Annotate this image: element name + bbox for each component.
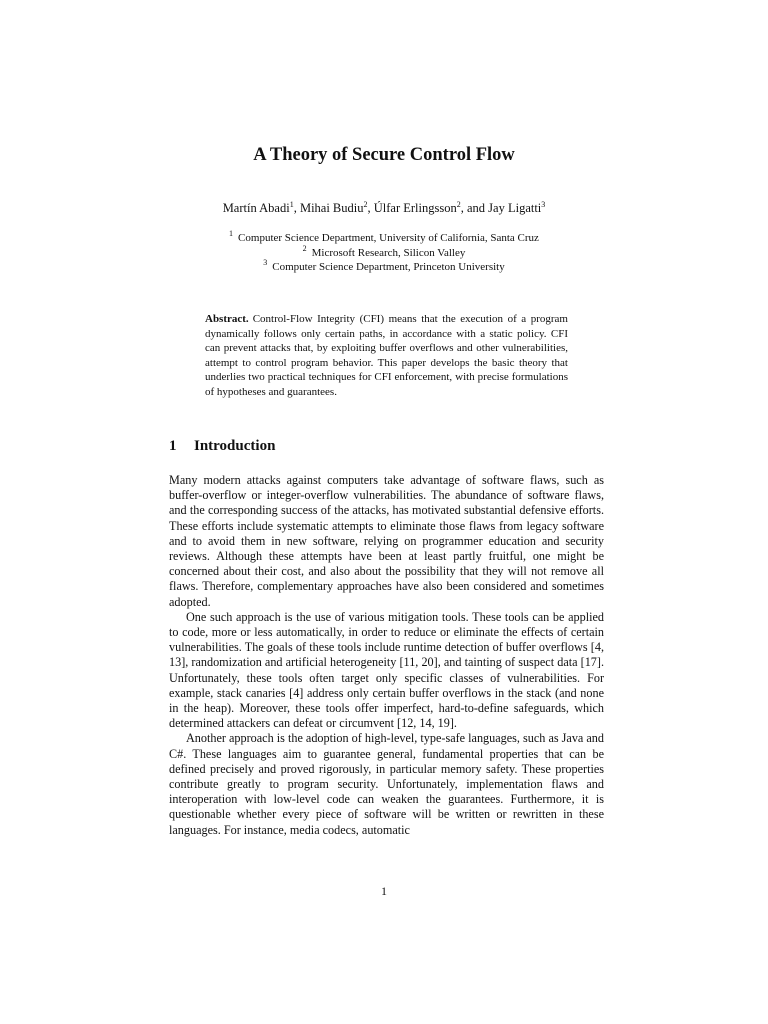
body-paragraph: Another approach is the adoption of high-level, type-safe languages, such as Java and C#. These languages aim to guarantee general, fundamental properties that can be defined precisely and proved rigorously, in particular memory safety. These properties contribute greatly to program security. Unfortunately, implementation flaws and interoperation with low-level code can weaken the guarantees. Furthermore, it is questionable whether every piece of software will be written or rewritten in these languages. For instance, media codecs, automatic [169, 731, 604, 837]
author-name: Mihai Budiu [299, 201, 364, 215]
author-name: Úlfar Erlingsson [373, 201, 457, 215]
paper-title: A Theory of Secure Control Flow [253, 145, 515, 165]
author-separator: , [367, 201, 374, 215]
affiliation-text: Computer Science Department, Princeton University [272, 261, 505, 273]
affiliation-number: 2 [302, 243, 307, 253]
affiliation-number: 1 [229, 229, 234, 238]
affiliation [0, 231, 768, 246]
section-title: Introduction [194, 438, 276, 454]
affiliation-number: 3 [263, 258, 268, 267]
author-separator: , and [460, 201, 489, 215]
abstract [205, 312, 568, 399]
section-body [169, 473, 604, 838]
author-separator: , [293, 201, 300, 215]
affiliation [0, 260, 768, 275]
page-number: 1 [381, 884, 387, 898]
affiliation [0, 243, 768, 261]
author-list [0, 201, 768, 216]
author-name: Jay Ligatti [488, 201, 542, 215]
section-number: 1 [169, 438, 177, 454]
author-affiliation-marker: 3 [541, 200, 546, 209]
affiliation-text: Computer Science Department, University of California, Santa Cruz [238, 232, 539, 244]
section-heading [169, 438, 604, 455]
abstract-text: Control-Flow Integrity (CFI) means that the execution of a program dynamically follows only certain paths, in accordance with a static policy. CFI can prevent attacks that, by exploiting buffer overflows and other vulnerabilities, attempt to control program behavior. This paper develops the basic theory that underlies two practical techniques for CFI enforcement, with precise formulations of hypotheses and guarantees. [205, 313, 568, 398]
author-affiliation-marker: 2 [456, 200, 461, 209]
body-paragraph: One such approach is the use of various mitigation tools. These tools can be applied to code, more or less automatically, in order to reduce or eliminate the effects of certain vulnerabilities. The goals of these tools include runtime detection of buffer overflows [4, 13], randomization and artificial heterogeneity [11, 20], and tainting of suspect data [17]. Unfortunately, these tools often target only specific classes of vulnerabilities. For example, stack canaries [4] address only certain buffer overflows in the stack (and none in the heap). Moreover, these tools offer imperfect, hard-to-define safeguards, which determined attackers can defeat or circumvent [12, 14, 19]. [169, 609, 604, 731]
body-paragraph: Many modern attacks against computers take advantage of software flaws, such as buffer-overflow or integer-overflow vulnerabilities. The abundance of software flaws, and the corresponding success of the attacks, has motivated substantial defensive efforts. These efforts include systematic attempts to eliminate those flaws from legacy software and to avoid them in new software, relying on programmer education and security reviews. Although these attempts have been at least partly fruitful, one might be concerned about their cost, and also about the possibility that they will not remove all flaws. Therefore, complementary approaches have also been considered and sometimes adopted. [169, 473, 604, 609]
author-name: Martín Abadi [222, 201, 290, 215]
affiliation-list [0, 231, 768, 275]
abstract-label: Abstract. [205, 313, 249, 325]
author-affiliation-marker: 1 [289, 200, 294, 209]
author-affiliation-marker: 2 [363, 200, 368, 209]
affiliation-text: Microsoft Research, Silicon Valley [311, 246, 466, 259]
